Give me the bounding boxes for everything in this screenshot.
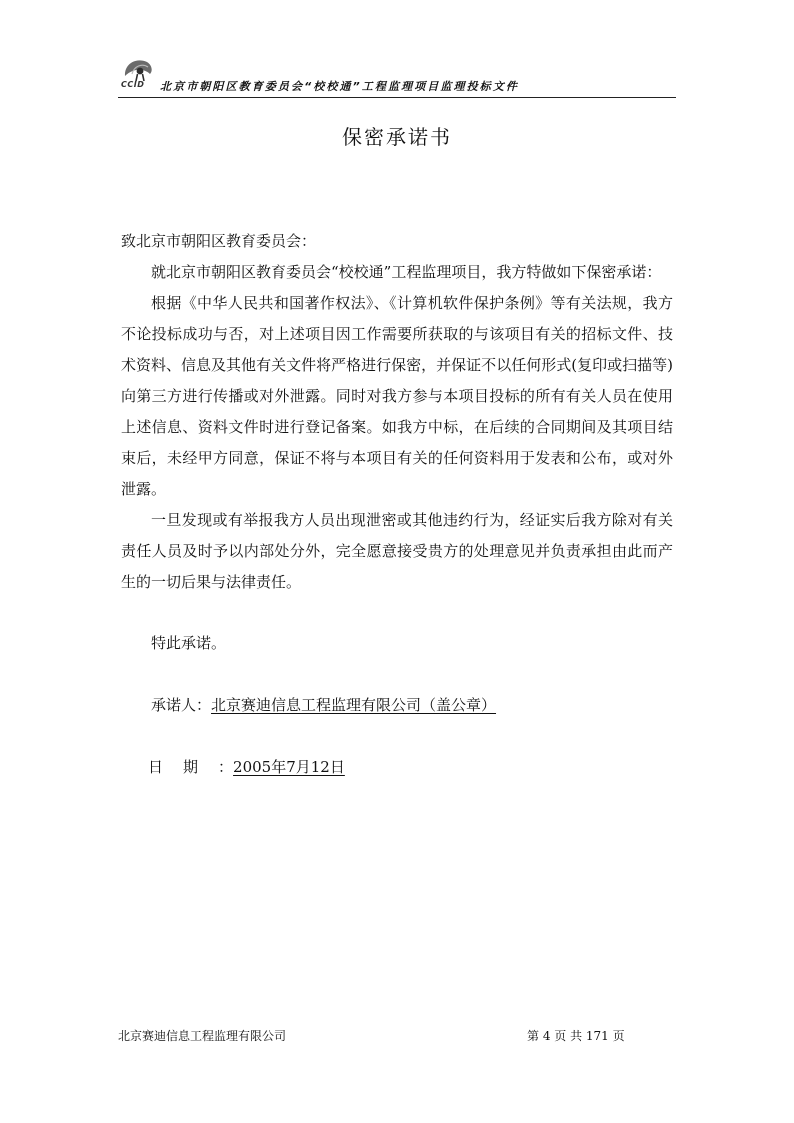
date-label: 日期 bbox=[148, 758, 219, 776]
date-line bbox=[121, 752, 673, 783]
date-colon: ： bbox=[218, 758, 234, 776]
document-body bbox=[121, 226, 673, 783]
signer-label: 承诺人： bbox=[151, 696, 212, 714]
salutation: 致北京市朝阳区教育委员会： bbox=[121, 232, 317, 250]
logo-text: CCID bbox=[121, 80, 145, 89]
document-title: 保密承诺书 bbox=[342, 125, 452, 149]
paragraph-confidentiality: 根据《中华人民共和国著作权法》、《计算机软件保护条例》等有关法规，我方不论投标成功与否，对上述项目因工作需要所获取的与该项目有关的招标文件、技术资料、信息及其他有关文件将严格进行保密，并保证不以任何形式(复印或扫描等)向第三方进行传播或对外泄露。同时对我方参与本项目投标的所有有关人员在使用上述信息、资料文件时进行登记备案。如我方中标，在后续的合同期间及其项目结束后，未经甲方同意，保证不将与本项目有关的任何资料用于发表和公布，或对外泄露。 bbox=[121, 294, 673, 498]
footer-company: 北京赛迪信息工程监理有限公司 bbox=[118, 1029, 287, 1043]
header-title: 北京市朝阳区教育委员会“校校通”工程监理项目监理投标文件 bbox=[160, 80, 519, 93]
paragraph-liability: 一旦发现或有举报我方人员出现泄密或其他违约行为，经证实后我方除对有关责任人员及时予以内部处分外，完全愿意接受贵方的处理意见并负责承担由此而产生的一切后果与法律责任。 bbox=[121, 511, 673, 591]
signer-value: 北京赛迪信息工程监理有限公司（盖公章） bbox=[211, 696, 497, 714]
header-divider bbox=[118, 97, 676, 98]
paragraph-intro: 就北京市朝阳区教育委员会“校校通”工程监理项目，我方特做如下保密承诺： bbox=[151, 263, 662, 281]
pledge-statement: 特此承诺。 bbox=[151, 634, 227, 652]
date-value: 2005年7月12日 bbox=[233, 758, 345, 776]
page-header bbox=[118, 54, 676, 98]
footer-page-info: 第 4 页 共 171 页 bbox=[527, 1029, 625, 1043]
signer-line bbox=[121, 690, 673, 721]
